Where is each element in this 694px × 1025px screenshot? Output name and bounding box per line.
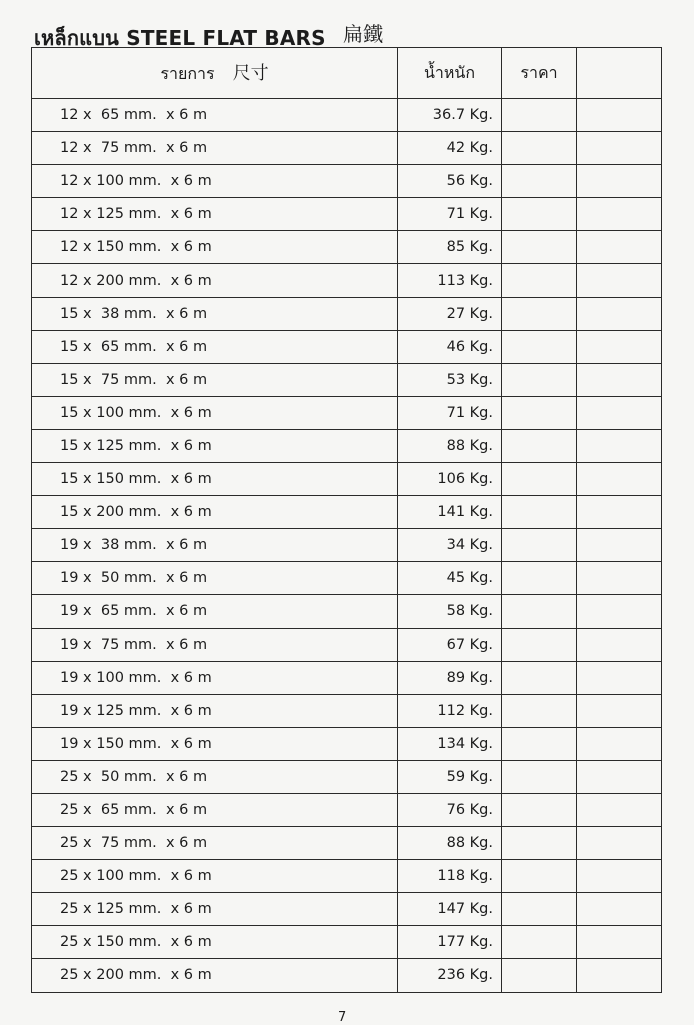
weight-cell: 113 Kg.	[398, 264, 502, 297]
size-cell: 25 x 150 mm. x 6 m	[32, 926, 398, 959]
header-weight: น้ำหนัก	[398, 48, 502, 99]
header-item-chinese: 尺寸	[232, 63, 269, 84]
title-english: STEEL FLAT BARS	[126, 26, 326, 50]
table-row	[32, 297, 662, 330]
weight-cell: 89 Kg.	[398, 661, 502, 694]
size-cell: 12 x 75 mm. x 6 m	[32, 132, 398, 165]
size-cell: 25 x 50 mm. x 6 m	[32, 760, 398, 793]
table-row	[32, 661, 662, 694]
table-row	[32, 99, 662, 132]
size-cell: 15 x 75 mm. x 6 m	[32, 363, 398, 396]
weight-cell: 134 Kg.	[398, 727, 502, 760]
weight-cell: 46 Kg.	[398, 330, 502, 363]
price-cell	[502, 363, 577, 396]
price-cell	[502, 429, 577, 462]
size-cell: 12 x 200 mm. x 6 m	[32, 264, 398, 297]
size-cell: 15 x 65 mm. x 6 m	[32, 330, 398, 363]
extra-cell	[577, 396, 662, 429]
size-cell: 15 x 100 mm. x 6 m	[32, 396, 398, 429]
steel-flat-bars-table	[31, 47, 662, 993]
table-row	[32, 959, 662, 992]
table-row	[32, 429, 662, 462]
price-cell	[502, 99, 577, 132]
size-cell: 19 x 100 mm. x 6 m	[32, 661, 398, 694]
size-cell: 15 x 38 mm. x 6 m	[32, 297, 398, 330]
price-cell	[502, 959, 577, 992]
weight-cell: 112 Kg.	[398, 694, 502, 727]
size-cell: 15 x 150 mm. x 6 m	[32, 463, 398, 496]
weight-cell: 58 Kg.	[398, 595, 502, 628]
size-cell: 15 x 200 mm. x 6 m	[32, 496, 398, 529]
table-row	[32, 595, 662, 628]
price-cell	[502, 893, 577, 926]
extra-cell	[577, 595, 662, 628]
table-row	[32, 132, 662, 165]
weight-cell: 53 Kg.	[398, 363, 502, 396]
table-row	[32, 926, 662, 959]
size-cell: 19 x 38 mm. x 6 m	[32, 529, 398, 562]
price-cell	[502, 496, 577, 529]
weight-cell: 177 Kg.	[398, 926, 502, 959]
extra-cell	[577, 363, 662, 396]
extra-cell	[577, 760, 662, 793]
table-row	[32, 363, 662, 396]
extra-cell	[577, 429, 662, 462]
extra-cell	[577, 132, 662, 165]
extra-cell	[577, 496, 662, 529]
table-row	[32, 893, 662, 926]
extra-cell	[577, 628, 662, 661]
price-cell	[502, 165, 577, 198]
price-cell	[502, 760, 577, 793]
size-cell: 12 x 65 mm. x 6 m	[32, 99, 398, 132]
extra-cell	[577, 959, 662, 992]
extra-cell	[577, 231, 662, 264]
size-cell: 19 x 50 mm. x 6 m	[32, 562, 398, 595]
table-row	[32, 827, 662, 860]
price-cell	[502, 793, 577, 826]
header-extra	[577, 48, 662, 99]
extra-cell	[577, 893, 662, 926]
price-cell	[502, 860, 577, 893]
table-row	[32, 860, 662, 893]
price-cell	[502, 694, 577, 727]
extra-cell	[577, 827, 662, 860]
weight-cell: 45 Kg.	[398, 562, 502, 595]
size-cell: 12 x 100 mm. x 6 m	[32, 165, 398, 198]
extra-cell	[577, 463, 662, 496]
price-cell	[502, 396, 577, 429]
extra-cell	[577, 99, 662, 132]
weight-cell: 106 Kg.	[398, 463, 502, 496]
extra-cell	[577, 264, 662, 297]
weight-cell: 34 Kg.	[398, 529, 502, 562]
weight-cell: 71 Kg.	[398, 198, 502, 231]
size-cell: 12 x 125 mm. x 6 m	[32, 198, 398, 231]
extra-cell	[577, 793, 662, 826]
price-cell	[502, 198, 577, 231]
weight-cell: 36.7 Kg.	[398, 99, 502, 132]
weight-cell: 71 Kg.	[398, 396, 502, 429]
extra-cell	[577, 330, 662, 363]
size-cell: 25 x 75 mm. x 6 m	[32, 827, 398, 860]
title-chinese: 扁鐵	[342, 22, 384, 46]
table-row	[32, 463, 662, 496]
table-row	[32, 496, 662, 529]
extra-cell	[577, 562, 662, 595]
weight-cell: 42 Kg.	[398, 132, 502, 165]
price-cell	[502, 727, 577, 760]
size-cell: 19 x 150 mm. x 6 m	[32, 727, 398, 760]
table-row	[32, 628, 662, 661]
table-row	[32, 760, 662, 793]
table-header-row	[32, 48, 662, 99]
table-row	[32, 562, 662, 595]
header-item-thai: รายการ	[160, 64, 215, 83]
extra-cell	[577, 661, 662, 694]
header-price: ราคา	[502, 48, 577, 99]
table-row	[32, 330, 662, 363]
extra-cell	[577, 860, 662, 893]
extra-cell	[577, 694, 662, 727]
weight-cell: 141 Kg.	[398, 496, 502, 529]
price-cell	[502, 231, 577, 264]
weight-cell: 88 Kg.	[398, 827, 502, 860]
price-cell	[502, 529, 577, 562]
price-cell	[502, 463, 577, 496]
price-cell	[502, 562, 577, 595]
price-cell	[502, 926, 577, 959]
price-cell	[502, 330, 577, 363]
size-cell: 19 x 65 mm. x 6 m	[32, 595, 398, 628]
weight-cell: 85 Kg.	[398, 231, 502, 264]
price-cell	[502, 297, 577, 330]
table-row	[32, 529, 662, 562]
weight-cell: 56 Kg.	[398, 165, 502, 198]
size-cell: 12 x 150 mm. x 6 m	[32, 231, 398, 264]
weight-cell: 27 Kg.	[398, 297, 502, 330]
price-cell	[502, 628, 577, 661]
table-row	[32, 264, 662, 297]
size-cell: 25 x 125 mm. x 6 m	[32, 893, 398, 926]
size-cell: 15 x 125 mm. x 6 m	[32, 429, 398, 462]
table-row	[32, 396, 662, 429]
price-cell	[502, 264, 577, 297]
extra-cell	[577, 926, 662, 959]
size-cell: 25 x 200 mm. x 6 m	[32, 959, 398, 992]
title-thai: เหล็กแบน	[34, 26, 120, 50]
table-row	[32, 231, 662, 264]
table-row	[32, 165, 662, 198]
size-cell: 19 x 125 mm. x 6 m	[32, 694, 398, 727]
size-cell: 19 x 75 mm. x 6 m	[32, 628, 398, 661]
extra-cell	[577, 297, 662, 330]
weight-cell: 88 Kg.	[398, 429, 502, 462]
size-cell: 25 x 65 mm. x 6 m	[32, 793, 398, 826]
price-cell	[502, 595, 577, 628]
extra-cell	[577, 529, 662, 562]
page-number: 7	[338, 1010, 347, 1025]
size-cell: 25 x 100 mm. x 6 m	[32, 860, 398, 893]
weight-cell: 67 Kg.	[398, 628, 502, 661]
weight-cell: 147 Kg.	[398, 893, 502, 926]
extra-cell	[577, 727, 662, 760]
price-cell	[502, 661, 577, 694]
extra-cell	[577, 198, 662, 231]
header-item	[32, 48, 398, 99]
weight-cell: 76 Kg.	[398, 793, 502, 826]
table-row	[32, 694, 662, 727]
weight-cell: 59 Kg.	[398, 760, 502, 793]
table-row	[32, 793, 662, 826]
weight-cell: 118 Kg.	[398, 860, 502, 893]
extra-cell	[577, 165, 662, 198]
weight-cell: 236 Kg.	[398, 959, 502, 992]
price-cell	[502, 132, 577, 165]
table-row	[32, 727, 662, 760]
price-cell	[502, 827, 577, 860]
table-row	[32, 198, 662, 231]
table-body	[32, 99, 662, 993]
